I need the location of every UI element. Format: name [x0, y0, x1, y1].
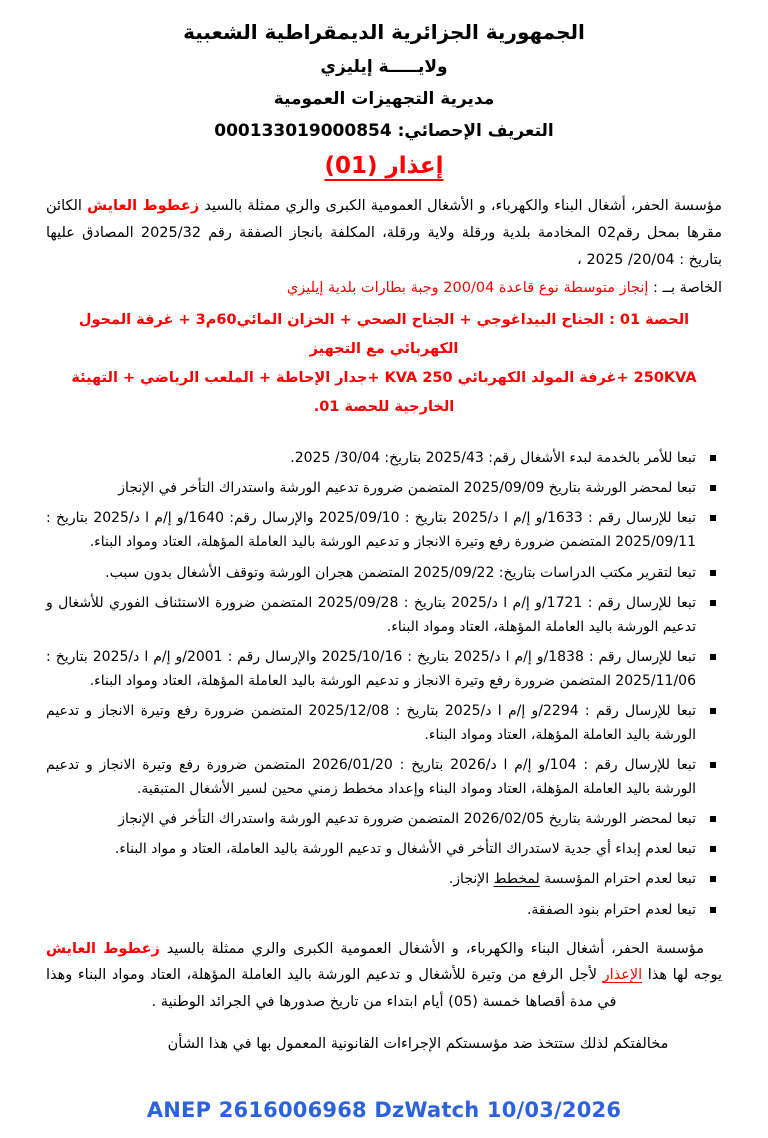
legal-warning-line: مخالفتكم لذلك ستتخذ ضد مؤسستكم الإجراءات القانونية المعمول بها في هذا الشأن [167, 1035, 669, 1052]
intro-paragraph [46, 193, 722, 273]
closing-text-2: يوجه لها هذا [642, 967, 722, 984]
lot-description [46, 306, 722, 422]
notice-item [46, 867, 722, 891]
notice-item: تبعا للإرسال رقم : 1838/و إ/م ا د/2025 بتاريخ : 2025/10/16 والإرسال رقم : 2001/و إ/م ا د/2025 بتاريخ : 2025/11/06 المتضمن ضرورة رفع وتيرة الانجاز و تدعيم الورشة باليد العاملة المؤهلة، العتاد ومواد البناء. [46, 645, 722, 693]
intro-text-1: مؤسسة الحفر، أشغال البناء والكهرباء، و الأشغال العمومية الكبرى والري ممثلة بالسيد [199, 198, 723, 214]
contractor-name: زعطوط العايش [46, 940, 160, 957]
closing-text-3: لأجل الرفع من وتيرة للأشغال و تدعيم الورشة باليد العاملة المؤهلة، العتاد ومواد البناء وهذا في مدة أقصاها خمسة (05) أيام ابتداء من تاريخ صدورها في الجرائد الوطنية . [46, 967, 617, 1011]
intro-text-2: الكائن مقرها بمحل رقم02 المخادمة بلدية ورقلة ولاية ورقلة، المكلفة بانجاز الصفقة رقم 2025/32 المصادق عليها بتاريخ : 20/04/ 2025 ، [46, 198, 722, 268]
notice-item: تبعا للأمر بالخدمة لبدء الأشغال رقم: 2025/43 بتاريخ: 30/04/ 2025. [46, 446, 722, 470]
warning-word: الإعذار [602, 967, 643, 984]
anep-footer: ANEP 2616006968 DzWatch 10/03/2026 [146, 1098, 622, 1122]
lot-line-1: الحصة 01 : الجناح البيداغوجي + الجناح الصحي + الخزان المائي60م3 + غرفة المحول الكهربائي مع التجهيز [78, 312, 690, 358]
closing-text-1: مؤسسة الحفر، أشغال البناء والكهرباء، و الأشغال العمومية الكبرى والري ممثلة بالسيد [159, 940, 704, 957]
notice-item: تبعا لتقرير مكتب الدراسات بتاريخ: 2025/09/22 المتضمن هجران الورشة وتوقف الأشغال بدون سبب. [46, 561, 722, 585]
subject-label: الخاصة بــ : [648, 280, 722, 297]
notice-item: تبعا للإرسال رقم : 1721/و إ/م ا د/2025 بتاريخ : 2025/09/28 المتضمن ضرورة الاستئناف الفوري للأشغال و تدعيم الورشة باليد العاملة المؤهلة، العتاد ومواد البناء. [46, 591, 722, 639]
subject-line [46, 275, 722, 302]
notice-11-post: الإنجاز. [448, 871, 494, 888]
statistical-id-line [46, 121, 722, 141]
lot-line-2: 250KVA +غرفة المولد الكهربائي 250 KVA +جدار الإحاطة + الملعب الرياضي + التهيئة الخارجية للحصة 01. [71, 370, 697, 416]
republic-title: الجمهورية الجزائرية الديمقراطية الشعبية [183, 20, 585, 44]
notice-11-pre: تبعا لعدم احترام المؤسسة [539, 871, 696, 888]
statistical-id-value: 000133019000854 [214, 121, 392, 141]
notice-item: تبعا لمحضر الورشة بتاريخ 2025/09/09 المتضمن ضرورة تدعيم الورشة واستدراك التأخر في الإنجاز [46, 476, 722, 500]
notice-list [46, 446, 722, 921]
document-header [46, 20, 722, 193]
notice-item: تبعا للإرسال رقم : 2294/و إ/م ا د/2025 بتاريخ : 2025/12/08 المتضمن ضرورة رفع وتيرة الانجاز و تدعيم الورشة باليد العاملة المؤهلة، العتاد ومواد البناء. [46, 699, 722, 747]
notice-11-underlined-word: لمخطط [493, 871, 540, 888]
wilaya-line: ولايـــــة إيليزي [320, 57, 448, 77]
notice-item: تبعا لعدم احترام بنود الصفقة. [46, 898, 722, 922]
notice-item: تبعا للإرسال رقم : 104/و إ/م ا د/2026 بتاريخ : 2026/01/20 المتضمن ضرورة رفع وتيرة الانجاز و تدعيم الورشة باليد العاملة المؤهلة، العتاد ومواد البناء وإعداد مخطط زمني محين لسير الأشغال المتبقية. [46, 753, 722, 801]
notice-item: تبعا لعدم إبداء أي جدية لاستدراك التأخر في الأشغال و تدعيم الورشة باليد العاملة، العتاد و مواد البناء. [46, 837, 722, 861]
closing-paragraph [46, 936, 722, 1016]
subject-value: إنجاز متوسطة نوع قاعدة 200/04 وجبة بطارات بلدية إيليزي [286, 280, 649, 297]
notice-item: تبعا لمحضر الورشة بتاريخ 2026/02/05 المتضمن ضرورة تدعيم الورشة واستدراك التأخر في الإنجاز [46, 807, 722, 831]
directorate-line: مديرية التجهيزات العمومية [273, 89, 495, 109]
contractor-name: زعطوط العايش [87, 198, 200, 214]
warning-title: إعذار (01) [324, 153, 444, 179]
notice-item: تبعا للإرسال رقم : 1633/و إ/م ا د/2025 بتاريخ : 2025/09/10 والإرسال رقم: 1640/و إ/م ا د/2025 بتاريخ : 2025/09/11 المتضمن ضرورة رفع وتيرة الانجاز و تدعيم الورشة باليد العاملة المؤهلة، العتاد ومواد البناء. [46, 506, 722, 554]
statistical-id-label: التعريف الإحصائي: [391, 121, 554, 141]
